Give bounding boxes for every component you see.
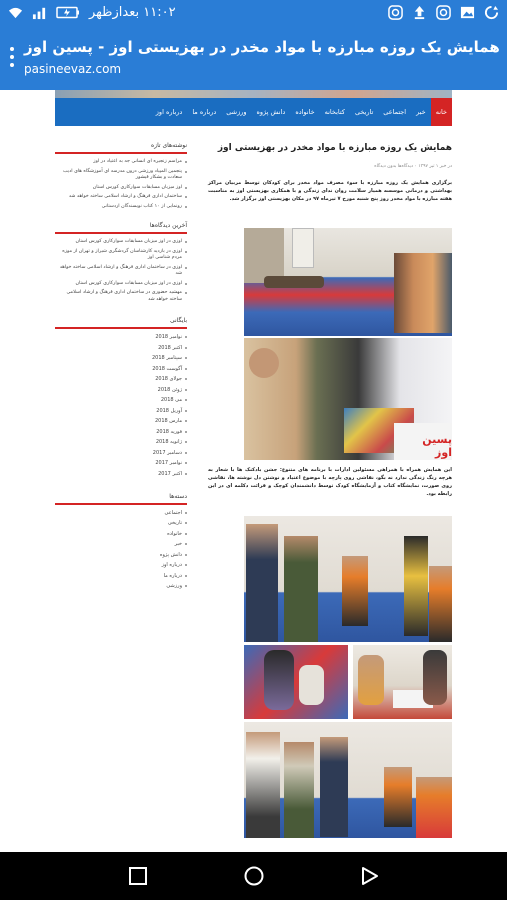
recent-comments-heading: آخرین دیدگاه‌ها — [55, 222, 187, 234]
category-link[interactable]: درباره ما — [55, 573, 187, 579]
categories-heading: دسته‌ها — [55, 493, 187, 505]
archive-link[interactable]: اکتبر 2018 — [55, 345, 187, 351]
article-photo — [353, 645, 452, 719]
archive-link[interactable]: جولای 2018 — [55, 376, 187, 382]
tab-url: pasineevaz.com — [24, 62, 122, 76]
archive-link[interactable]: مارس 2018 — [55, 418, 187, 424]
home-icon[interactable] — [243, 865, 265, 887]
category-link[interactable]: اجتماعی — [55, 510, 187, 516]
nav-library[interactable]: کتابخانه — [324, 108, 345, 116]
article-photo — [244, 338, 452, 460]
photo-watermark: پسین اوز — [422, 433, 452, 459]
clock: ۱۱:۰۲ بعدازظهر — [89, 4, 176, 20]
tab-titles — [14, 38, 507, 76]
android-nav-bar — [0, 852, 507, 900]
archive-link[interactable]: نوامبر 2018 — [55, 334, 187, 340]
article-photo — [244, 722, 452, 838]
category-link[interactable]: درباره اوز — [55, 562, 187, 568]
sync-icon — [484, 5, 499, 20]
instagram-icon — [436, 5, 451, 20]
category-link[interactable]: دانش پژوه — [55, 552, 187, 558]
signal-icon — [32, 5, 47, 20]
article-photo — [244, 645, 348, 719]
category-link[interactable]: ورزشی — [55, 583, 187, 589]
nav-students[interactable]: دانش پژوه — [256, 108, 286, 116]
status-right — [388, 5, 499, 20]
battery-icon — [56, 5, 80, 20]
recent-post-link[interactable]: مراسم زنجیره ای انسانی جه به اعتیاد در اوز — [55, 159, 187, 166]
category-link[interactable]: تاریخی — [55, 520, 187, 526]
comment-link[interactable]: اوزی در اوز میزبان مسابقات سوارکاری کورس استان — [55, 239, 187, 246]
recent-post-link[interactable]: پنجمین المپیاد ورزشی درون مدرسه ای آموزشگاه های ادیب سعادت و بشکار فیشور — [55, 169, 187, 182]
article-meta: در خبر ۱ تیر ۱۳۹۷ ۰ دیدگاه‌ها بدون دیدگاه — [374, 164, 452, 169]
comment-link[interactable]: مهشید حضوری در ساختمان اداری فرهنگ و ارشاد اسلامی ساخته خواهد شد — [55, 290, 187, 303]
comment-link[interactable]: اوزی در ساختمان اداری فرهنگ و ارشاد اسلامی ساخته خواهد شد — [55, 265, 187, 278]
status-bar — [0, 0, 507, 24]
article-paragraph: برگزاری همایش یک روزه مبارزه با سوء مصرف مواد مخدر برای کودکان توسط مربیان مراکز بهداشتی و درمانی موسسه همیار سلامت روان ندای زندگی و با همکاری بهزیستی اوز به مناسبت هفته مبارزه با مواد مخدر روز پنج شنبه مورخ ۷ تیرماه ۹۷ در مکان بهزیستی اوز برگزار شد. — [208, 180, 452, 202]
recent-post-link[interactable]: ساختمان اداری فرهنگ و ارشاد اسلامی ساخته خواهد شد — [55, 194, 187, 201]
upload-icon — [412, 5, 427, 20]
custom-tab-bar — [0, 24, 507, 90]
wifi-icon — [8, 5, 23, 20]
site-banner — [55, 90, 452, 98]
archive-link[interactable]: آوریل 2018 — [55, 408, 187, 414]
article-photo — [244, 228, 452, 336]
web-content — [0, 90, 507, 852]
nav-about-ouz[interactable]: درباره اوز — [155, 108, 183, 116]
archive-link[interactable]: اکتبر 2017 — [55, 471, 187, 477]
comment-link[interactable]: اوزی در اوز میزبان مسابقات سوارکاری کورس استان — [55, 281, 187, 288]
article-title: همایش یک روزه مبارزه با مواد مخدر در بهزیستی اوز — [217, 143, 452, 153]
article-paragraph: این همایش همراه با همراهی مسئولین ادارات با برنامه های متنوع: جشن بادکنک ها با شعار به هرچه رنگ زندگی ندارد نه بگو، نقاشی روی پارچه با موضوع اعتیاد و نوشتن دل نوشته ها، نقاشی روی صورت، نمایشگاه کتاب و آزمایشگاه کودک توسط دانشمندان کوچک و قرائت دکلمه ای در این رابطه بود. — [208, 467, 452, 497]
recent-post-link[interactable]: اوز میزبان مسابقات سوارکاری کورس استان — [55, 185, 187, 192]
archive-link[interactable]: ژوئن 2018 — [55, 387, 187, 393]
back-icon[interactable] — [360, 866, 380, 886]
archive-heading: بایگانی — [55, 317, 187, 329]
article — [208, 142, 452, 203]
category-link[interactable]: خبر — [55, 541, 187, 547]
instagram-icon — [388, 5, 403, 20]
tab-title: همایش یک روزه مبارزه با مواد مخدر در بهزیستی اوز - پسین اوز — [24, 38, 500, 56]
article-photo — [244, 516, 452, 642]
nav-home[interactable]: خانه — [431, 98, 452, 126]
nav-social[interactable]: اجتماعی — [383, 108, 407, 116]
main-nav — [55, 98, 452, 126]
archive-link[interactable]: ژانویه 2018 — [55, 439, 187, 445]
nav-news[interactable]: خبر — [416, 108, 426, 116]
archive-link[interactable]: آگوست 2018 — [55, 366, 187, 372]
archive-link[interactable]: سپتامبر 2018 — [55, 355, 187, 361]
nav-family[interactable]: خانواده — [295, 108, 315, 116]
recents-icon[interactable] — [128, 866, 148, 886]
nav-sports[interactable]: ورزشی — [226, 108, 247, 116]
archive-link[interactable]: دسامبر 2017 — [55, 450, 187, 456]
nav-about-us[interactable]: درباره ما — [192, 108, 217, 116]
sidebar — [55, 134, 187, 594]
recent-posts-heading: نوشته‌های تازه — [55, 142, 187, 154]
archive-link[interactable]: نوامبر 2017 — [55, 460, 187, 466]
nav-history[interactable]: تاریخی — [354, 108, 374, 116]
gallery-icon — [460, 5, 475, 20]
comment-link[interactable]: اوزی در بازدید کارشناسان گردشگری شیراز و تهران از موزه مردم شناسی اوز — [55, 249, 187, 262]
category-link[interactable]: خانواده — [55, 531, 187, 537]
status-left — [8, 5, 176, 20]
recent-post-link[interactable]: رونمایی از ۱۰ کتاب نویسندگان اردستانی — [55, 204, 187, 211]
archive-link[interactable]: فوریه 2018 — [55, 429, 187, 435]
archive-link[interactable]: می 2018 — [55, 397, 187, 403]
